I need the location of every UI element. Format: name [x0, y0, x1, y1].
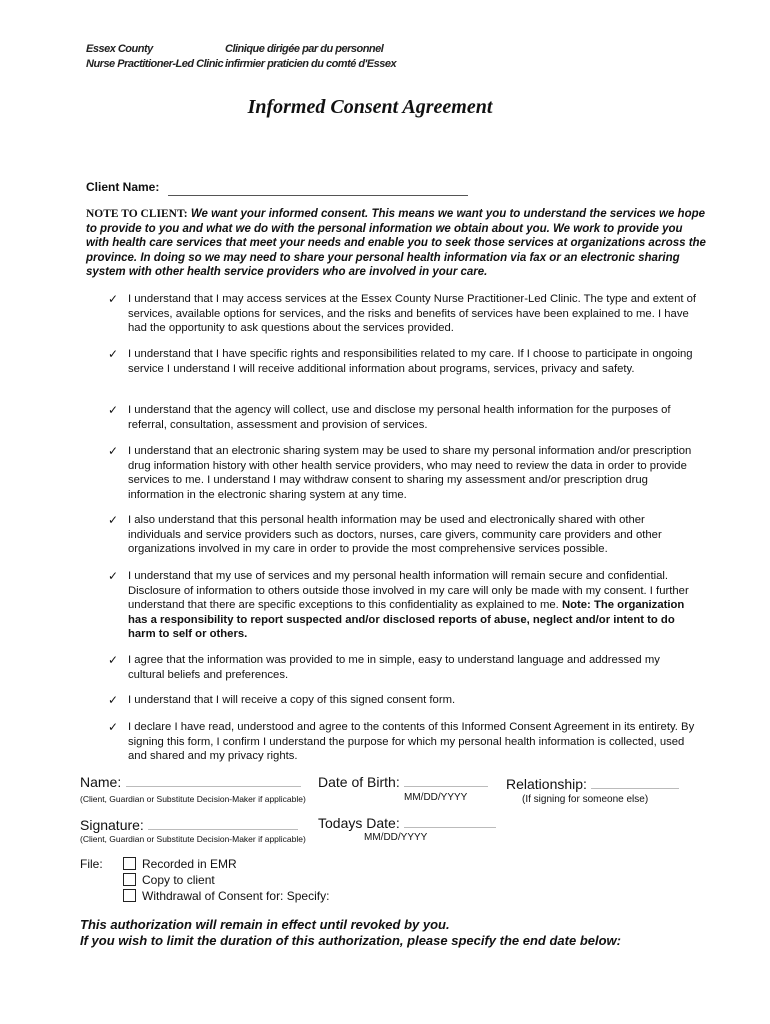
dob-format: MM/DD/YYYY — [404, 792, 468, 803]
org-en-line1: Essex County — [86, 43, 153, 55]
dob-field-group — [318, 774, 488, 792]
consent-item — [108, 513, 698, 557]
consent-item — [108, 292, 698, 336]
file-option-label: Withdrawal of Consent for: Specify: — [142, 889, 330, 903]
consent-item-text: I understand that I will receive a copy of this signed consent form. — [128, 694, 456, 706]
relationship-sub-label: (If signing for someone else) — [522, 794, 649, 805]
file-option-label: Copy to client — [142, 873, 215, 887]
check-icon: ✓ — [108, 653, 119, 667]
authorization-note — [80, 917, 700, 949]
relationship-label: Relationship: — [506, 776, 587, 792]
consent-item — [108, 569, 698, 642]
check-icon: ✓ — [108, 513, 119, 527]
file-option-recorded-emr[interactable] — [123, 856, 329, 872]
org-fr-line1: Clinique dirigée par du personnel — [225, 43, 384, 55]
today-date-format: MM/DD/YYYY — [364, 832, 428, 843]
check-icon: ✓ — [108, 569, 119, 583]
consent-item — [108, 693, 698, 708]
consent-item — [108, 653, 698, 682]
file-option-label: Recorded in EMR — [142, 857, 237, 871]
checkbox[interactable] — [123, 857, 136, 870]
consent-item-body: I understand that my use of services and my personal health information will remain secure and confidential. Disclosure of information to others outside those involved in my care will only be made with my consent. I further understand that there are specific exceptions to this confidentiality as explained to me. — [128, 570, 689, 612]
signature-field[interactable] — [148, 817, 298, 830]
note-to-client — [86, 207, 706, 280]
file-label: File: — [80, 857, 103, 871]
abuse-reporting-note: Note: The organization has a responsibility to report suspected and/or disclosed reports of abuse, neglect and/or intent to do harm to self or others. — [128, 599, 685, 641]
dob-field[interactable] — [404, 774, 488, 787]
org-en-line2: Nurse Practitioner-Led Clinic — [86, 58, 224, 70]
authorization-line2: If you wish to limit the duration of this authorization, please specify the end date below: — [80, 933, 621, 948]
check-icon: ✓ — [108, 292, 119, 306]
note-body: We want your informed consent. This means we want you to understand the services we hope to provide to you and what we do with the personal information we obtain about you. We work to provide you with health care services that meet your needs and enable you to seek those services at organizations across the province. In doing so we may need to share your personal health information via fax or an electronic sharing system with other health service providers who are involved in your care. — [86, 208, 706, 279]
checkbox[interactable] — [123, 873, 136, 886]
consent-item — [108, 347, 698, 376]
file-option-copy-to-client[interactable] — [123, 872, 329, 888]
today-date-field[interactable] — [404, 815, 496, 828]
today-date-label: Todays Date: — [318, 815, 400, 831]
consent-item-text: I understand that the agency will collect, use and disclose my personal health information for the purposes of referral, consultation, assessment and provision of services. — [128, 404, 671, 431]
consent-item — [108, 720, 698, 764]
signature-sub-label: (Client, Guardian or Substitute Decision-Maker if applicable) — [80, 834, 306, 844]
check-icon: ✓ — [108, 347, 119, 361]
today-date-field-group — [318, 815, 496, 833]
consent-item-text — [128, 569, 698, 642]
consent-item-text: I declare I have read, understood and agree to the contents of this Informed Consent Agreement in its entirety. By signing this form, I confirm I understand the purpose for which my personal health information is collected, used and shared and my privacy rights. — [128, 721, 695, 763]
org-name-french — [225, 42, 396, 72]
checkbox[interactable] — [123, 889, 136, 902]
authorization-line1: This authorization will remain in effect until revoked by you. — [80, 917, 450, 932]
name-sub-label: (Client, Guardian or Substitute Decision-Maker if applicable) — [80, 794, 306, 804]
check-icon: ✓ — [108, 403, 119, 417]
consent-item-text: I also understand that this personal health information may be used and electronically shared with other individuals and service providers such as doctors, nurses, care givers, community care providers and other organizations involved in my care in order to provide the most comprehensive services possible. — [128, 514, 662, 556]
client-name-row — [86, 178, 468, 196]
org-fr-line2: infirmier praticien du comté d'Essex — [225, 58, 397, 70]
check-icon: ✓ — [108, 720, 119, 734]
client-name-field[interactable] — [168, 183, 468, 196]
name-label: Name: — [80, 774, 122, 790]
relationship-field-group — [506, 776, 679, 794]
client-name-label: Client Name: — [86, 180, 160, 194]
document-title: Informed Consent Agreement — [247, 96, 493, 118]
note-heading: NOTE TO CLIENT: — [86, 208, 188, 220]
check-icon: ✓ — [108, 693, 119, 707]
signature-field-group — [80, 817, 298, 835]
name-field[interactable] — [126, 774, 301, 787]
org-name-english — [86, 42, 223, 72]
file-option-withdrawal[interactable] — [123, 888, 329, 904]
consent-item — [108, 444, 698, 502]
consent-item — [108, 403, 698, 432]
consent-item-text: I understand that an electronic sharing system may be used to share my personal information and/or prescription drug information history with other health service providers, who may need to review the data in order to provide services to me. I understand I may withdraw consent to sharing my assessment and/or prescription drug information in the electronic sharing system at any time. — [128, 445, 692, 501]
check-icon: ✓ — [108, 444, 119, 458]
file-options — [123, 856, 329, 904]
relationship-field[interactable] — [591, 776, 679, 789]
dob-label: Date of Birth: — [318, 774, 400, 790]
consent-item-text: I agree that the information was provided to me in simple, easy to understand language and addressed my cultural beliefs and preferences. — [128, 654, 660, 681]
consent-item-text: I understand that I may access services at the Essex County Nurse Practitioner-Led Clinic. The type and extent of services, available options for services, and the risks and benefits of services have been explained to me. I have had the opportunity to ask questions about the services provided. — [128, 293, 697, 335]
signature-label: Signature: — [80, 817, 144, 833]
name-field-group — [80, 774, 301, 792]
consent-item-text: I understand that I have specific rights and responsibilities related to my care. If I choose to participate in ongoing service I understand I will receive additional information about programs, services, privacy and safety. — [128, 348, 693, 375]
